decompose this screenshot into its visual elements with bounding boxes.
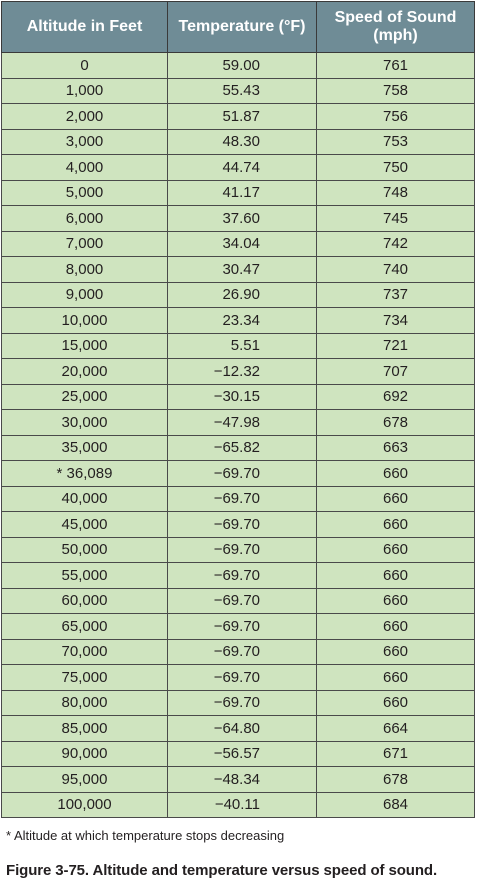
temperature-cell: −69.70 bbox=[168, 690, 317, 716]
table-header-row bbox=[2, 2, 475, 53]
temperature-cell: 30.47 bbox=[168, 257, 317, 283]
altitude-cell: 45,000 bbox=[2, 512, 168, 538]
altitude-cell: * 36,089 bbox=[2, 461, 168, 487]
altitude-cell: 60,000 bbox=[2, 588, 168, 614]
altitude-cell: 20,000 bbox=[2, 359, 168, 385]
table-row bbox=[2, 792, 475, 818]
altitude-cell: 7,000 bbox=[2, 231, 168, 257]
speed-cell: 671 bbox=[317, 741, 475, 767]
table-row bbox=[2, 690, 475, 716]
table-row bbox=[2, 410, 475, 436]
table-row bbox=[2, 588, 475, 614]
table-row bbox=[2, 384, 475, 410]
table-row bbox=[2, 359, 475, 385]
speed-cell: 660 bbox=[317, 537, 475, 563]
speed-cell: 692 bbox=[317, 384, 475, 410]
table-row bbox=[2, 716, 475, 742]
altitude-cell: 55,000 bbox=[2, 563, 168, 589]
speed-cell: 664 bbox=[317, 716, 475, 742]
speed-cell: 660 bbox=[317, 512, 475, 538]
header-speed-line2: (mph) bbox=[373, 27, 418, 44]
table-row bbox=[2, 53, 475, 79]
speed-cell: 660 bbox=[317, 665, 475, 691]
table-row bbox=[2, 435, 475, 461]
table-row bbox=[2, 563, 475, 589]
altitude-cell: 2,000 bbox=[2, 104, 168, 130]
table-row bbox=[2, 461, 475, 487]
temperature-cell: −69.70 bbox=[168, 537, 317, 563]
speed-cell: 761 bbox=[317, 53, 475, 79]
speed-cell: 678 bbox=[317, 767, 475, 793]
altitude-cell: 30,000 bbox=[2, 410, 168, 436]
temperature-cell: 34.04 bbox=[168, 231, 317, 257]
header-speed-line1: Speed of Sound bbox=[334, 9, 457, 26]
altitude-cell: 35,000 bbox=[2, 435, 168, 461]
altitude-cell: 70,000 bbox=[2, 639, 168, 665]
altitude-cell: 95,000 bbox=[2, 767, 168, 793]
altitude-cell: 85,000 bbox=[2, 716, 168, 742]
table-row bbox=[2, 231, 475, 257]
table-row bbox=[2, 78, 475, 104]
temperature-cell: 51.87 bbox=[168, 104, 317, 130]
speed-cell: 721 bbox=[317, 333, 475, 359]
temperature-cell: −64.80 bbox=[168, 716, 317, 742]
table-row bbox=[2, 614, 475, 640]
speed-cell: 660 bbox=[317, 614, 475, 640]
speed-cell: 707 bbox=[317, 359, 475, 385]
speed-cell: 660 bbox=[317, 588, 475, 614]
speed-cell: 734 bbox=[317, 308, 475, 334]
speed-cell: 753 bbox=[317, 129, 475, 155]
speed-cell: 660 bbox=[317, 486, 475, 512]
table-row bbox=[2, 665, 475, 691]
altitude-cell: 80,000 bbox=[2, 690, 168, 716]
table-row bbox=[2, 282, 475, 308]
temperature-cell: 41.17 bbox=[168, 180, 317, 206]
figure-caption: Figure 3-75. Altitude and temperature versus speed of sound. bbox=[6, 862, 438, 879]
temperature-cell: 48.30 bbox=[168, 129, 317, 155]
speed-cell: 740 bbox=[317, 257, 475, 283]
altitude-cell: 8,000 bbox=[2, 257, 168, 283]
altitude-cell: 65,000 bbox=[2, 614, 168, 640]
temperature-cell: −69.70 bbox=[168, 639, 317, 665]
temperature-cell: −69.70 bbox=[168, 665, 317, 691]
speed-cell: 745 bbox=[317, 206, 475, 232]
altitude-cell: 0 bbox=[2, 53, 168, 79]
temperature-cell: −69.70 bbox=[168, 588, 317, 614]
table-row bbox=[2, 537, 475, 563]
altitude-cell: 75,000 bbox=[2, 665, 168, 691]
speed-cell: 737 bbox=[317, 282, 475, 308]
altitude-cell: 50,000 bbox=[2, 537, 168, 563]
temperature-cell: −65.82 bbox=[168, 435, 317, 461]
altitude-cell: 10,000 bbox=[2, 308, 168, 334]
footnote: * Altitude at which temperature stops decreasing bbox=[6, 828, 285, 843]
temperature-cell: −48.34 bbox=[168, 767, 317, 793]
temperature-cell: −40.11 bbox=[168, 792, 317, 818]
table-row bbox=[2, 741, 475, 767]
table-row bbox=[2, 333, 475, 359]
speed-cell: 742 bbox=[317, 231, 475, 257]
temperature-cell: 37.60 bbox=[168, 206, 317, 232]
altitude-cell: 90,000 bbox=[2, 741, 168, 767]
table-row bbox=[2, 129, 475, 155]
table-row bbox=[2, 104, 475, 130]
table-row bbox=[2, 155, 475, 181]
table-row bbox=[2, 180, 475, 206]
speed-cell: 748 bbox=[317, 180, 475, 206]
table-row bbox=[2, 308, 475, 334]
temperature-cell: −56.57 bbox=[168, 741, 317, 767]
speed-cell: 758 bbox=[317, 78, 475, 104]
temperature-cell: 5.51 bbox=[168, 333, 317, 359]
temperature-cell: 55.43 bbox=[168, 78, 317, 104]
temperature-cell: −47.98 bbox=[168, 410, 317, 436]
altitude-cell: 100,000 bbox=[2, 792, 168, 818]
altitude-cell: 5,000 bbox=[2, 180, 168, 206]
speed-cell: 663 bbox=[317, 435, 475, 461]
altitude-cell: 9,000 bbox=[2, 282, 168, 308]
speed-cell: 684 bbox=[317, 792, 475, 818]
temperature-cell: 44.74 bbox=[168, 155, 317, 181]
altitude-cell: 4,000 bbox=[2, 155, 168, 181]
table-row bbox=[2, 639, 475, 665]
altitude-speed-table bbox=[1, 1, 475, 818]
speed-cell: 660 bbox=[317, 461, 475, 487]
table-row bbox=[2, 257, 475, 283]
temperature-cell: −69.70 bbox=[168, 563, 317, 589]
speed-cell: 660 bbox=[317, 639, 475, 665]
altitude-cell: 40,000 bbox=[2, 486, 168, 512]
altitude-cell: 1,000 bbox=[2, 78, 168, 104]
temperature-cell: 59.00 bbox=[168, 53, 317, 79]
altitude-cell: 3,000 bbox=[2, 129, 168, 155]
temperature-cell: −69.70 bbox=[168, 486, 317, 512]
temperature-cell: −12.32 bbox=[168, 359, 317, 385]
altitude-cell: 6,000 bbox=[2, 206, 168, 232]
speed-cell: 660 bbox=[317, 690, 475, 716]
speed-cell: 756 bbox=[317, 104, 475, 130]
table-row bbox=[2, 512, 475, 538]
temperature-cell: −69.70 bbox=[168, 461, 317, 487]
temperature-cell: −30.15 bbox=[168, 384, 317, 410]
speed-cell: 678 bbox=[317, 410, 475, 436]
table-row bbox=[2, 206, 475, 232]
altitude-cell: 15,000 bbox=[2, 333, 168, 359]
temperature-cell: 23.34 bbox=[168, 308, 317, 334]
temperature-cell: −69.70 bbox=[168, 512, 317, 538]
temperature-cell: 26.90 bbox=[168, 282, 317, 308]
header-altitude: Altitude in Feet bbox=[2, 2, 168, 53]
header-speed-of-sound bbox=[317, 2, 475, 53]
table-row bbox=[2, 486, 475, 512]
temperature-cell: −69.70 bbox=[168, 614, 317, 640]
header-temperature: Temperature (°F) bbox=[168, 2, 317, 53]
speed-cell: 660 bbox=[317, 563, 475, 589]
altitude-cell: 25,000 bbox=[2, 384, 168, 410]
speed-cell: 750 bbox=[317, 155, 475, 181]
table-row bbox=[2, 767, 475, 793]
